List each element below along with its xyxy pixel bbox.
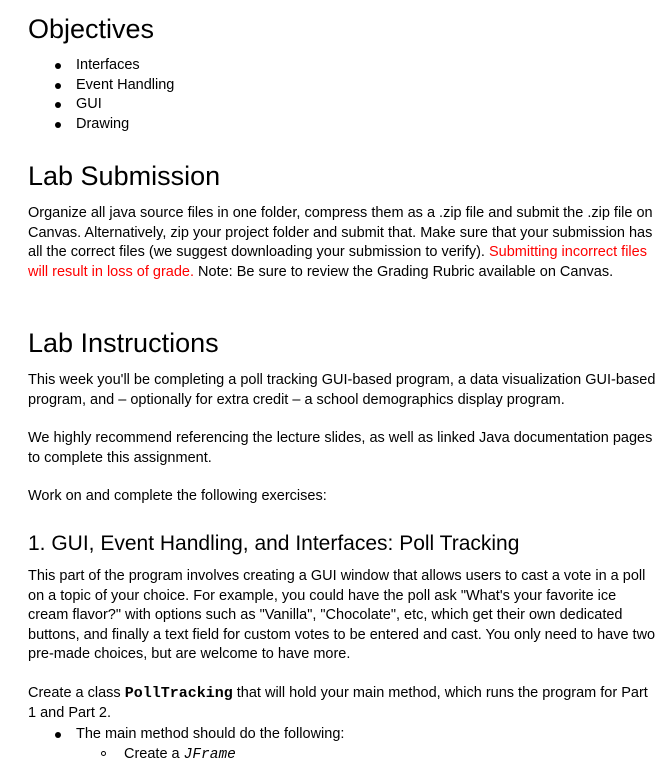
bullet-icon [55,732,61,738]
jframe-code: JFrame [183,747,236,763]
bullet-icon [55,102,61,108]
list-item: Create a JFrame [28,745,236,766]
submission-heading: Lab Submission [28,161,221,191]
instructions-paragraph-2: We highly recommend referencing the lecture slides, as well as linked Java documentation pages to complete this assignment. [28,430,653,466]
instructions-paragraph-1: This week you'll be completing a poll tracking GUI-based program, a data visualization GUI-based program, and – optionally for extra credit – a school demographics display program. [28,372,656,408]
objectives-heading: Objectives [28,14,155,44]
instructions-heading: Lab Instructions [28,328,219,358]
class-name-code: PollTracking [124,685,233,702]
list-item: Event Handling [28,76,174,96]
section1-paragraph-1: This part of the program involves creating a GUI window that allows users to cast a vote in a poll on a topic of your choice. For example, you could have the poll ask "What's your favorite ice cream flavor?" with options such as "Vanilla", "Chocolate", etc, which get their own dedicated buttons, and finally a text field for custom votes to be entered and cast. You only need to have two pre-made choices, but are welcome to have more. [28,568,656,663]
section1-heading: 1. GUI, Event Handling, and Interfaces: Poll Tracking [28,532,520,555]
submission-note: Note: Be sure to review the Grading Rubric available on Canvas. [194,263,614,280]
list-item: GUI [28,95,174,115]
bullet-icon [55,63,61,69]
list-item: Drawing [28,115,174,135]
section1-paragraph-2: Create a class PollTracking that will hold your main method, which runs the program for Part 1 and Part 2. [28,685,648,721]
hollow-bullet-icon [101,751,106,756]
bullet-icon [55,122,61,128]
instructions-paragraph-3: Work on and complete the following exercises: [28,488,327,504]
main-method-sublist [28,745,236,766]
submission-paragraph [28,204,658,282]
submission-warning: Submitting incorrect files will result in loss of grade. [28,244,647,280]
objectives-list [28,56,174,134]
list-item: Interfaces [28,56,174,76]
main-method-list [28,725,344,745]
list-item: The main method should do the following: [28,725,344,745]
bullet-icon [55,83,61,89]
submission-text: Organize all java source files in one folder, compress them as a .zip file and submit the .zip file on Canvas. Alternatively, zip your project folder and submit that. Make sure that your submission has all the correct files (we suggest downloading your submission to verify). [28,205,653,261]
